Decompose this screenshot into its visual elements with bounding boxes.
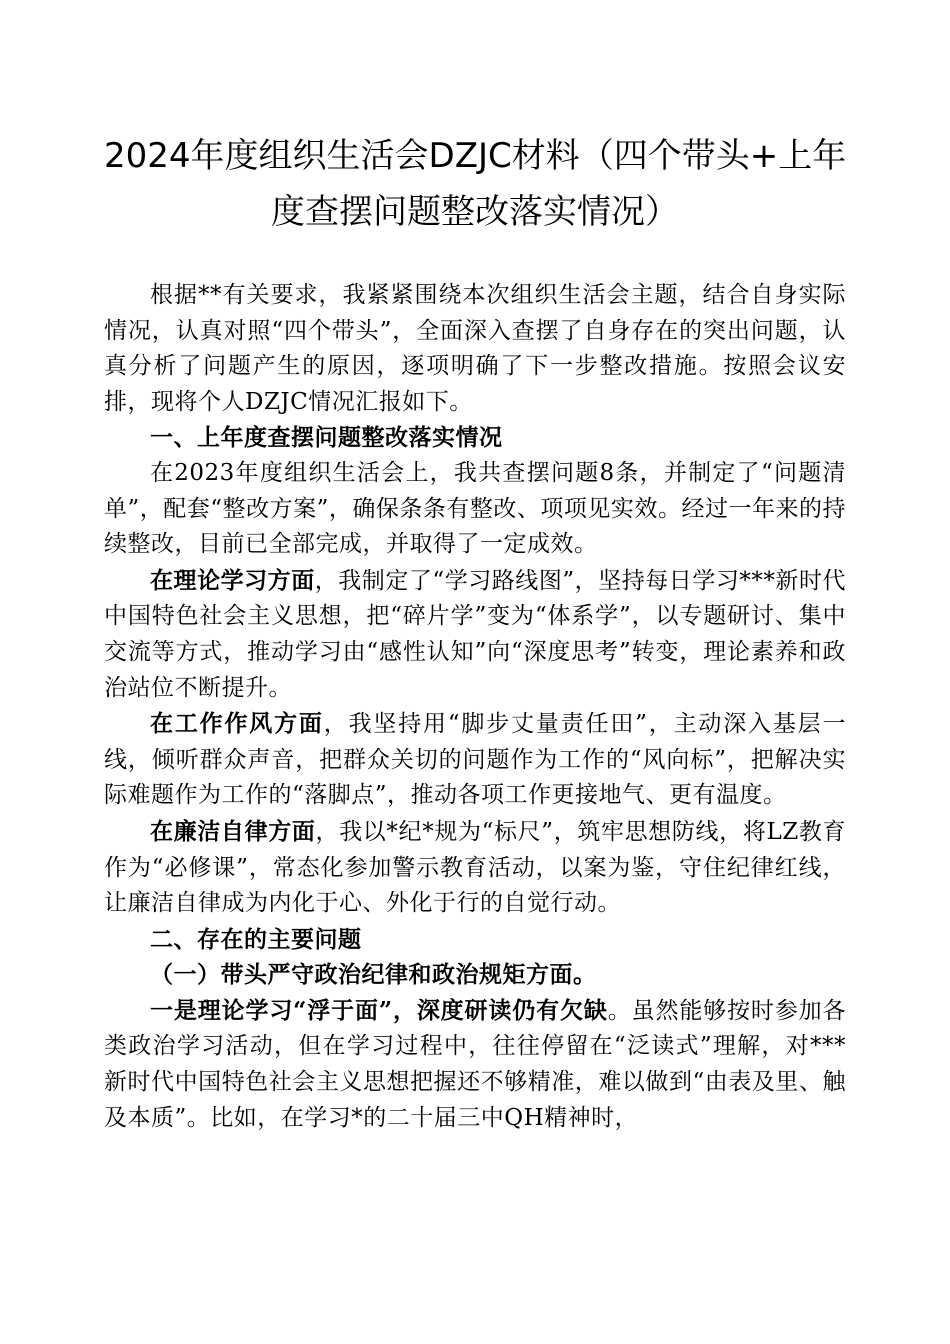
title-line-1: 2024年度组织生活会DZJC材料（四个带头+上年 [104,136,847,176]
theory-lead: 在理论学习方面 [150,566,315,594]
point-1-lead: 一是理论学习“浮于面”，深度研读仍有欠缺 [150,996,608,1024]
theory-paragraph [104,563,846,706]
style-lead: 在工作作风方面 [150,710,324,738]
intro-paragraph: 根据**有关要求，我紧紧围绕本次组织生活会主题，结合自身实际情况，认真对照“四个带头”，全面深入查摆了自身存在的突出问题，认真分析了问题产生的原因，逐项明确了下一步整改措施。按照会议安排，现将个人DZJC情况汇报如下。 [104,282,846,415]
point-1-text: 。虽然能够按时参加各类政治学习活动，但在学习过程中，往往停留在“泛读式”理解，对***新时代中国特色社会主义思想把握还不够精准，难以做到“由表及里、触及本质”。比如，在学习*的二十届三中QH精神时， [104,997,847,1131]
subsection-1-heading: （一）带头严守政治纪律和政治规矩方面。 [150,961,597,989]
integrity-text: ，我以*纪*规为“标尺”，筑牢思想防线，将LZ教育作为“必修课”，常态化参加警示教育活动，以案为鉴，守住纪律红线，让廉洁自律成为内化于心、外化于行的自觉行动。 [104,818,846,917]
document-title [104,128,846,240]
style-text: ，我坚持用“脚步丈量责任田”，主动深入基层一线，倾听群众声音，把群众关切的问题作为工作的“风向标”，把解决实际难题作为工作的“落脚点”，推动各项工作更接地气、更有温度。 [104,711,846,809]
section-1-paragraph: 在2023年度组织生活会上，我共查摆问题8条，并制定了“问题清单”，配套“整改方案”，确保条条有整改、项项见实效。经过一年来的持续整改，目前已全部完成，并取得了一定成效。 [104,459,846,558]
section-1-heading: 一、上年度查摆问题整改落实情况 [150,424,503,452]
theory-text: ，我制定了“学习路线图”，坚持每日学习***新时代中国特色社会主义思想，把“碎片学”变为“体系学”，以专题研讨、集中交流等方式，推动学习由“感性认知”向“深度思考”转变，理论素养和政治站位不断提升。 [104,567,846,701]
point-1-paragraph [104,993,846,1136]
section-2-heading: 二、存在的主要问题 [150,925,362,953]
title-line-2: 度查摆问题整改落实情况） [271,192,679,232]
document-body [104,278,846,1136]
integrity-lead: 在廉洁自律方面 [150,817,316,845]
integrity-paragraph [104,814,846,922]
style-paragraph [104,706,846,814]
